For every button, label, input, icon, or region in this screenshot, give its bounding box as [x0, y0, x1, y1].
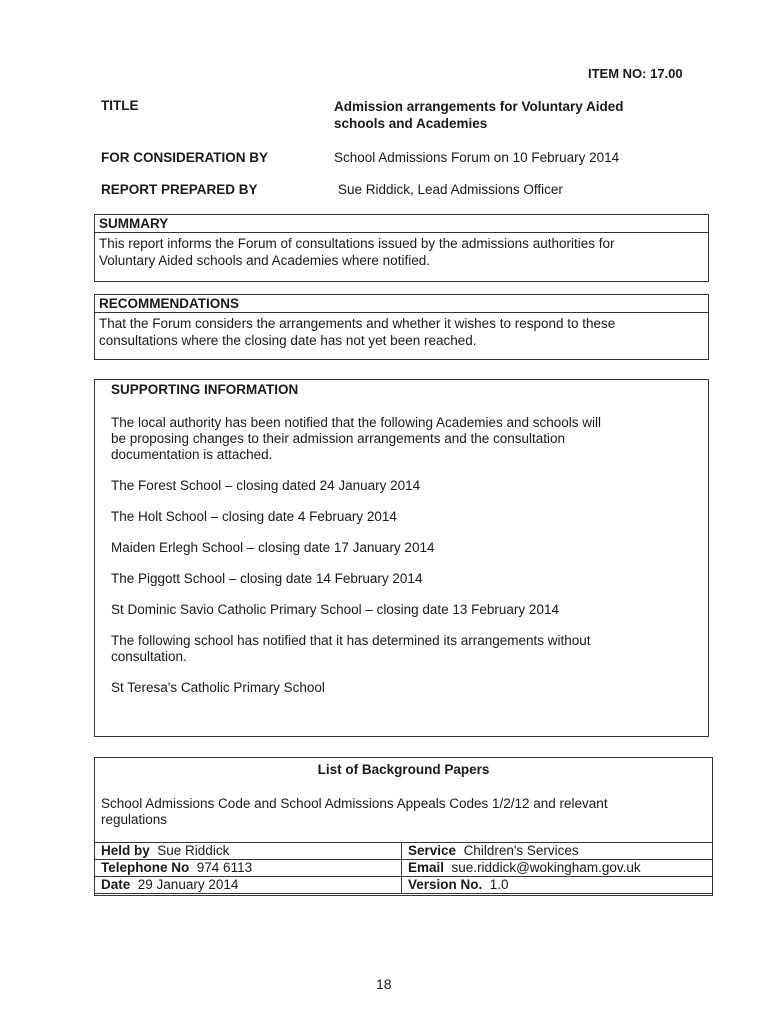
recommendations-box — [94, 294, 709, 360]
background-desc-line1: School Admissions Code and School Admissions Appeals Codes 1/2/12 and relevant — [101, 796, 608, 811]
supporting-info-box — [94, 379, 709, 737]
table-row — [95, 860, 712, 877]
determined-text — [111, 633, 708, 665]
service-label: Service — [408, 843, 457, 858]
school-item: The Holt School – closing date 4 February 2014 — [111, 509, 397, 524]
determined-line1: The following school has notified that it has determined its arrangements without — [111, 633, 591, 648]
email-label: Email — [408, 860, 445, 875]
supporting-heading: SUPPORTING INFORMATION — [111, 382, 299, 397]
title-value — [334, 98, 624, 132]
summary-box — [94, 214, 709, 282]
background-desc-line2: regulations — [101, 812, 168, 827]
email-value: sue.riddick@wokingham.gov.uk — [451, 860, 641, 875]
date-cell — [95, 877, 402, 894]
email-cell — [402, 860, 713, 877]
version-cell — [402, 877, 713, 894]
held-by-value: Sue Riddick — [157, 843, 230, 858]
school-item: The Piggott School – closing date 14 February 2014 — [111, 571, 423, 586]
service-cell — [402, 843, 713, 860]
background-meta-table — [95, 842, 712, 894]
intro-line3: documentation is attached. — [111, 447, 273, 462]
supporting-intro — [111, 415, 708, 463]
summary-line2: Voluntary Aided schools and Academies where notified. — [99, 253, 430, 268]
date-label: Date — [101, 877, 131, 892]
table-row — [95, 877, 712, 894]
intro-line1: The local authority has been notified that the following Academies and schools will — [111, 415, 602, 430]
version-label: Version No. — [408, 877, 483, 892]
title-value-line1: Admission arrangements for Voluntary Aided — [334, 99, 624, 114]
item-number: ITEM NO: 17.00 — [588, 66, 683, 81]
date-value: 29 January 2014 — [137, 877, 239, 892]
version-value: 1.0 — [489, 877, 509, 892]
recommendations-line1: That the Forum considers the arrangements and whether it wishes to respond to these — [99, 316, 616, 331]
school-item: Maiden Erlegh School – closing date 17 January 2014 — [111, 540, 435, 555]
title-label: TITLE — [101, 98, 139, 113]
determined-line2: consultation. — [111, 649, 187, 664]
background-heading: List of Background Papers — [317, 762, 490, 777]
school-item: St Dominic Savio Catholic Primary School – closing date 13 February 2014 — [111, 602, 559, 617]
consideration-label: FOR CONSIDERATION BY — [101, 150, 269, 165]
intro-line2: be proposing changes to their admission arrangements and the consultation — [111, 431, 566, 446]
recommendations-line2: consultations where the closing date has not yet been reached. — [99, 333, 477, 348]
school-item: The Forest School – closing dated 24 January 2014 — [111, 478, 421, 493]
held-by-cell — [95, 843, 402, 860]
background-papers-box — [94, 757, 713, 896]
recommendations-body — [95, 313, 708, 349]
determined-school: St Teresa's Catholic Primary School — [111, 680, 325, 695]
summary-line1: This report informs the Forum of consultations issued by the admissions authorities for — [99, 236, 615, 251]
title-value-line2: schools and Academies — [334, 116, 488, 131]
summary-body — [95, 233, 708, 269]
telephone-label: Telephone No — [101, 860, 190, 875]
background-description — [95, 782, 712, 838]
table-row — [95, 843, 712, 860]
prepared-label: REPORT PREPARED BY — [101, 182, 258, 197]
page-number: 18 — [376, 976, 392, 992]
service-value: Children's Services — [463, 843, 579, 858]
held-by-label: Held by — [101, 843, 150, 858]
telephone-value: 974 6113 — [196, 860, 253, 875]
telephone-cell — [95, 860, 402, 877]
prepared-value: Sue Riddick, Lead Admissions Officer — [338, 182, 563, 197]
recommendations-heading: RECOMMENDATIONS — [95, 295, 708, 313]
summary-heading: SUMMARY — [95, 215, 708, 233]
consideration-value: School Admissions Forum on 10 February 2014 — [334, 150, 620, 165]
